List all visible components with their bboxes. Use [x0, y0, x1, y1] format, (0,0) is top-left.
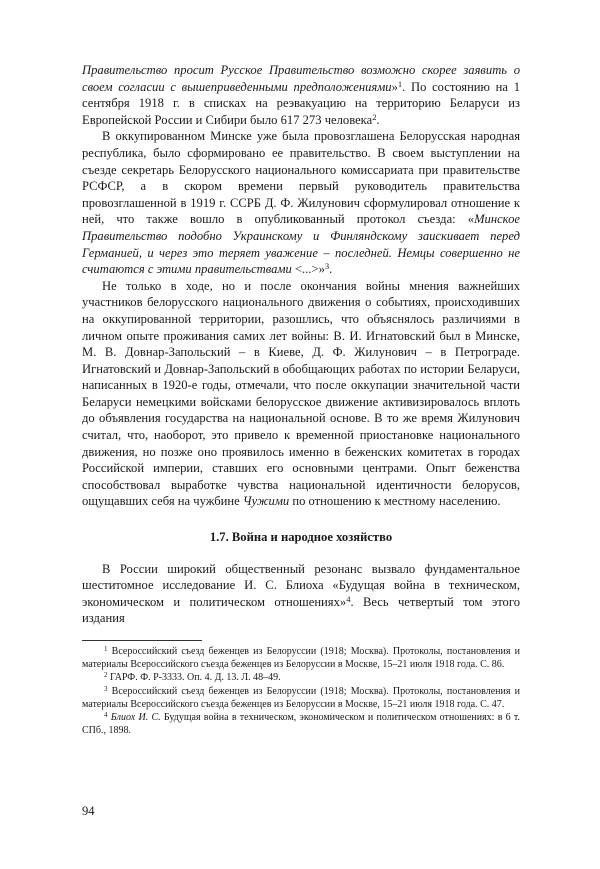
emphasis-italic: Чужими: [242, 494, 290, 509]
footnote-4: $^4$ Блиох И. С. Будущая война в техническом, экономическом и политическом отношениях: в 6 т. СПб., 1898.: [82, 711, 521, 737]
paragraph-2: В оккупированном Минске уже была провозглашена Белорусская народная республика, было сформировано ее правительство. В своем выступлении на съезде секретарь Белорусского национального комиссариата при правительстве РСФСР, а в скором времени первый руководитель правительства провозглашенной в 1919 г. ССРБ Д. Ф. Жилунович сформулировал отношение к ней, что также вошло в опубликованный протокол съезда: «Минское Правительство подобно Украинскому и Финляндскому заискивает перед Германией, и через это теряет уважение – последней. Немцы совершенно не считаются с этими правительствами <...>»$^3$.: [82, 129, 520, 277]
footnote-ref[interactable]: 1: [397, 78, 403, 89]
paragraph-4: В России широкий общественный резонанс вызвало фундаментальное шеститомное исследование И. С. Блиоха «Будущая война в техническом, экономическом и политическом отношениях»$^4$. Весь четвертый том этого издания: [82, 561, 521, 626]
quote-italic: Минское Правительство подобно Украинскому и Финляндскому заискивает перед Германией, и через это теряет уважение – последней. Немцы совершенно не считаются с этими правительствами: [82, 212, 520, 277]
footnote-ref[interactable]: 2: [372, 111, 377, 122]
page-number: 94: [82, 804, 95, 818]
section-heading: 1.7. Война и народное хозяйство: [209, 530, 393, 545]
footnote-ref[interactable]: 4: [346, 593, 351, 604]
footnote-2: $^2$ ГАРФ. Ф. Р-3333. Оп. 4. Д. 13. Л. 48–49.: [104, 671, 281, 684]
paragraph-1: Правительство просит Русское Правительство возможно скорее заявить о своем согласии с вышеприведенными предположениями»$^1$. По состоянию на 1 сентября 1918 г. в списках на реэвакуацию на территорию Беларуси из Европейской России и Сибири было 617 273 человека$^2$.: [82, 63, 520, 127]
footnote-1: $^1$ Всероссийский съезд беженцев из Белоруссии (1918; Москва). Протоколы, постановления и материалы Всероссийского съезда беженцев из Белоруссии в Москве, 15–21 июля 1918 года. С. 86.: [82, 645, 521, 671]
footnote-ref[interactable]: 3: [324, 261, 330, 272]
footnote-3: $^3$ Всероссийский съезд беженцев из Белоруссии (1918; Москва). Протоколы, постановления и материалы Всероссийского съезда беженцев из Белоруссии в Москве, 15–21 июля 1918 года. С. 47.: [82, 684, 521, 710]
quote-italic: Правительство просит Русское Правительство возможно скорее заявить о своем согласии с вышеприведенными предположениями: [82, 63, 520, 94]
paragraph-3: Не только в ходе, но и после окончания войны мнения важнейших участников белорусского национального движения о событиях, происходивших на оккупированной территории, разошлись, что объяснялось различиями в личном опыте проживания самих лет войны: В. И. Игнатовский был в Минске, М. В. Довнар-Запольский – в Киеве, Д. Ф. Жилунович – в Петрограде. Игнатовский и Довнар-Запольский в обобщающих работах по истории Беларуси, написанных в 1920-е годы, отмечали, что после оккупации значительной части Беларуси немецкими войсками белорусское движение активизировалось вплоть до объявления государства на национальной основе. В то же время Жилунович считал, что, наоборот, это привело к временной приостановке национального движения, но позже оно проявилось именно в беженских комитетах в городах Российской империи, ставших его основными центрами. Опыт беженства способствовал выработке чувства национальной идентичности белорусов, ощущавших себя на чужбине Чужими по отношению к местному населению.: [82, 278, 520, 509]
footnote-divider: [82, 640, 202, 641]
page-body: [82, 62, 520, 737]
